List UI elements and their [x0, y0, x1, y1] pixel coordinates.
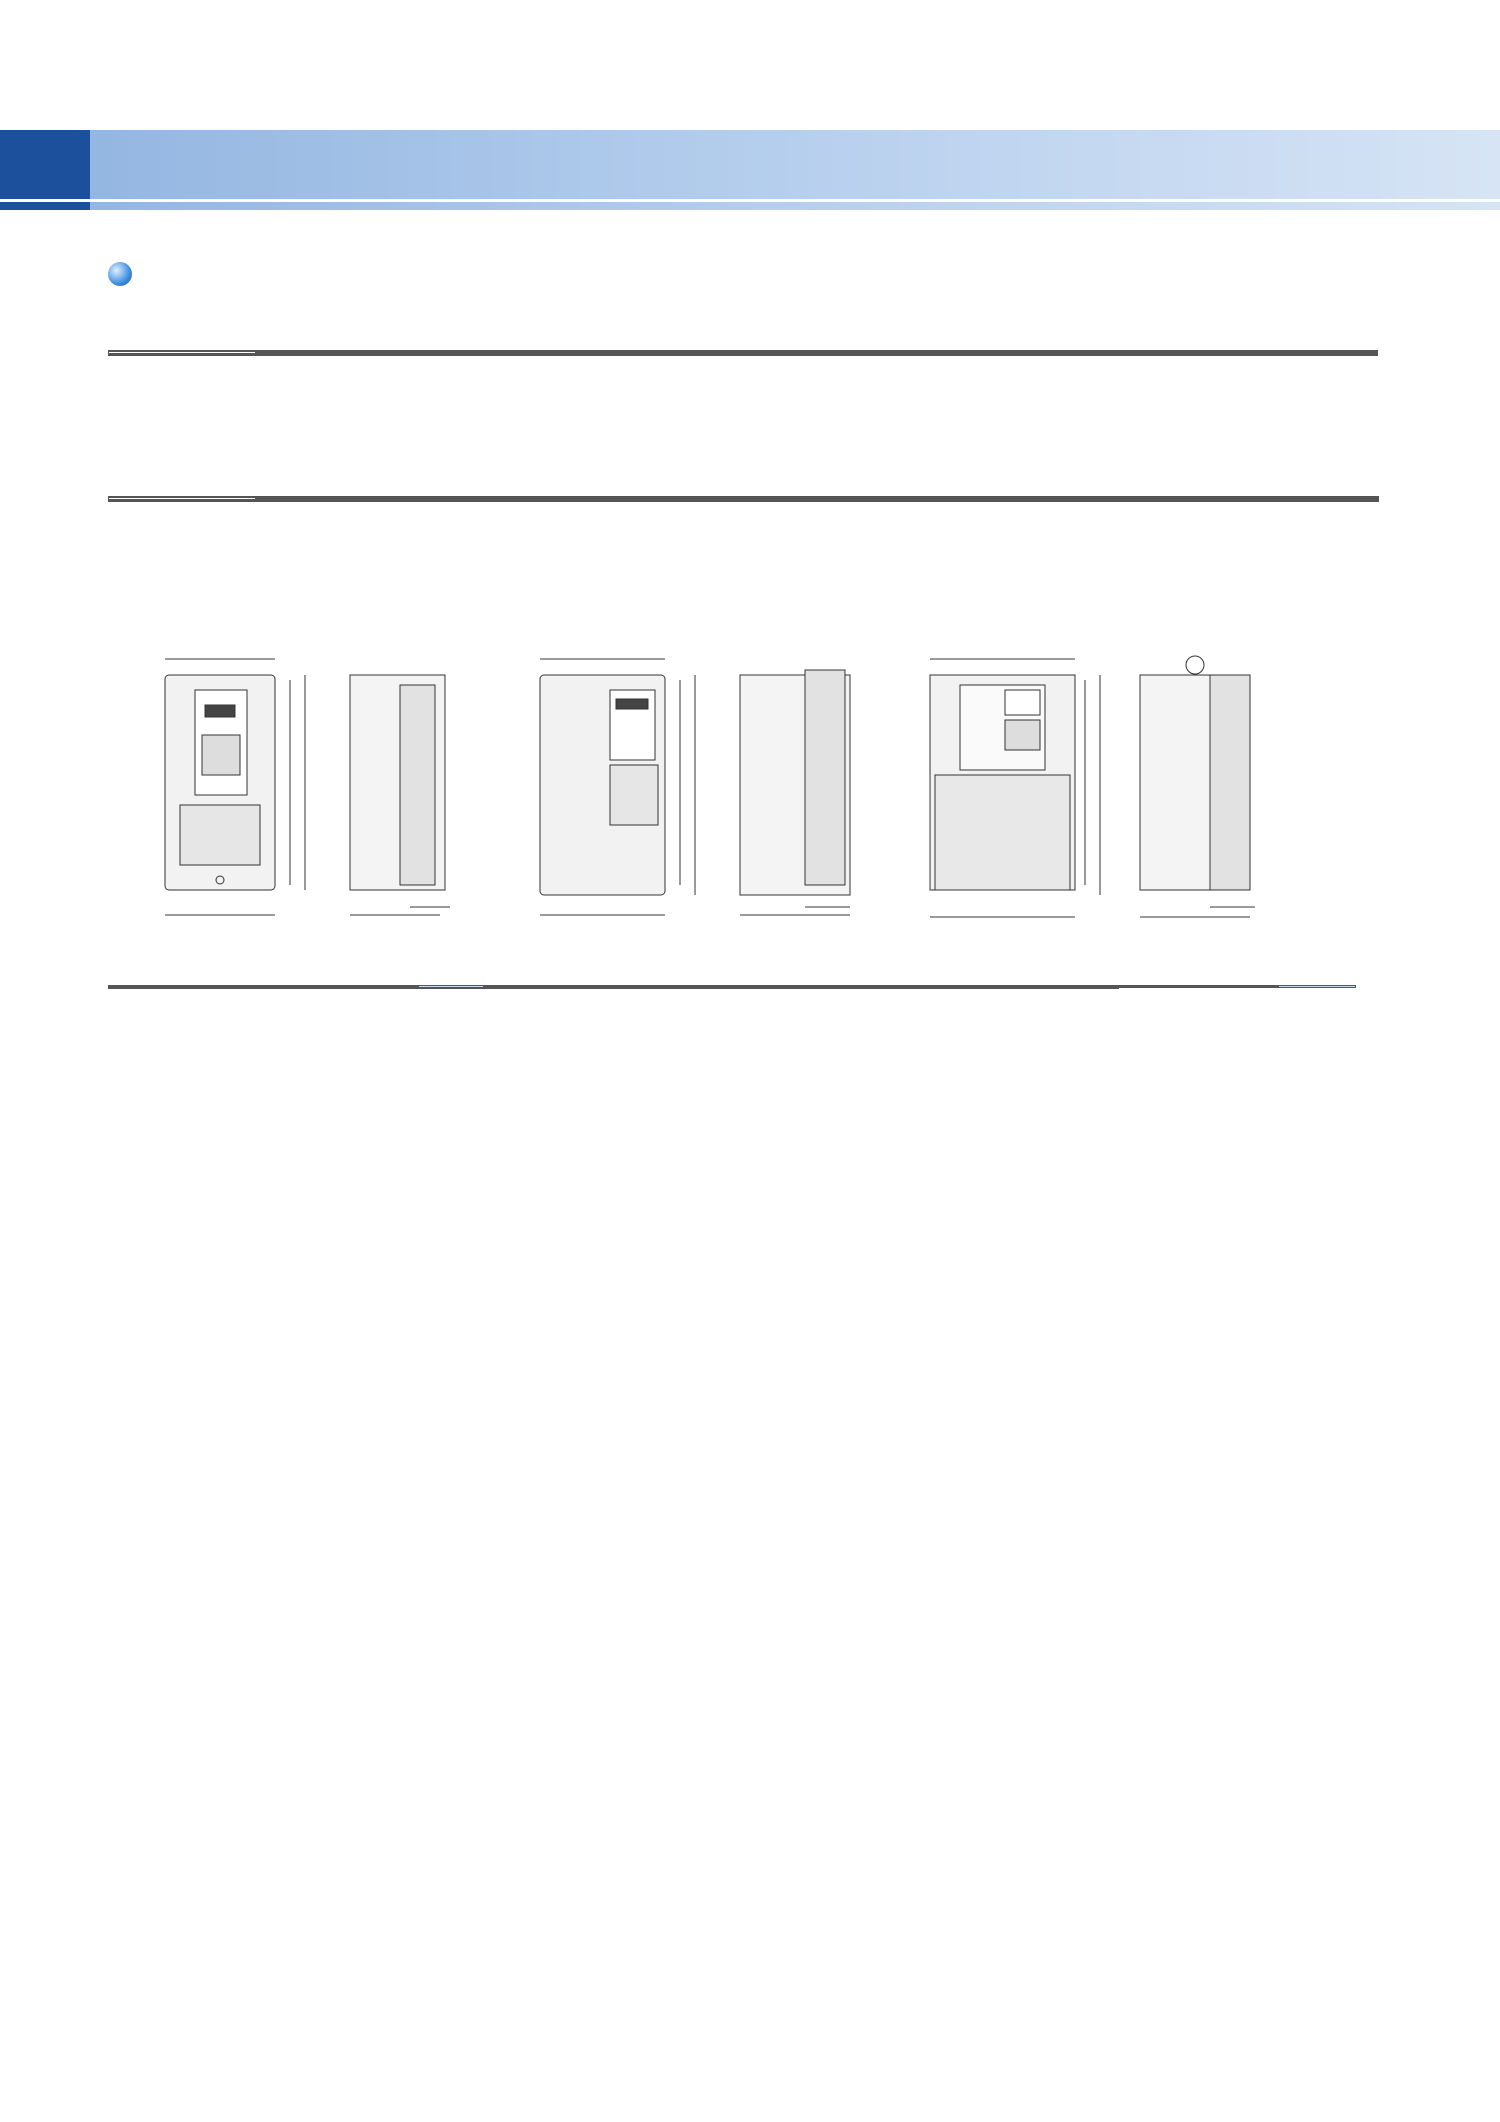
- figure1-side: [350, 675, 450, 915]
- dim-value: [836, 988, 907, 989]
- header-accent: [0, 130, 90, 210]
- col-dim: [1119, 987, 1190, 988]
- ip00-label: [109, 501, 402, 502]
- bullet-icon: [108, 262, 132, 286]
- nd-value: [250, 988, 335, 989]
- header-band: [0, 130, 1500, 210]
- model-code: [109, 988, 250, 989]
- figure2-side: [740, 670, 850, 915]
- figure2-front: [540, 659, 695, 915]
- dim-value: [625, 988, 696, 989]
- ip00-row: [109, 501, 1379, 502]
- header-rule: [0, 199, 1500, 202]
- ip00-standard: [987, 355, 1377, 356]
- col-kg: [1190, 987, 1279, 988]
- outline-drawings: [150, 645, 1370, 955]
- dim-value: [978, 988, 1049, 989]
- hd-value: [334, 988, 419, 989]
- dim-value: [484, 988, 555, 989]
- protection-table-200v: [108, 350, 1378, 356]
- dim-value: [907, 988, 978, 989]
- figure3-front: [930, 659, 1100, 917]
- ip00-remove: [402, 355, 988, 356]
- figure1-front: [165, 659, 305, 915]
- dimension-table-200v: [108, 985, 1356, 989]
- figure-no: [419, 988, 484, 989]
- ip00-remove: [402, 501, 960, 502]
- ip00-row: [109, 355, 1378, 356]
- table-row: [109, 988, 1356, 989]
- dim-value: [1048, 988, 1119, 989]
- dim-value: [766, 988, 837, 989]
- ip00-label: [109, 355, 402, 356]
- col-cooling: [1279, 986, 1356, 988]
- protection-table-400v: [108, 496, 1379, 502]
- dim-value: [554, 988, 625, 989]
- figure3-side: [1140, 656, 1255, 917]
- ip00-standard: [960, 501, 1379, 502]
- dim-value: [695, 988, 766, 989]
